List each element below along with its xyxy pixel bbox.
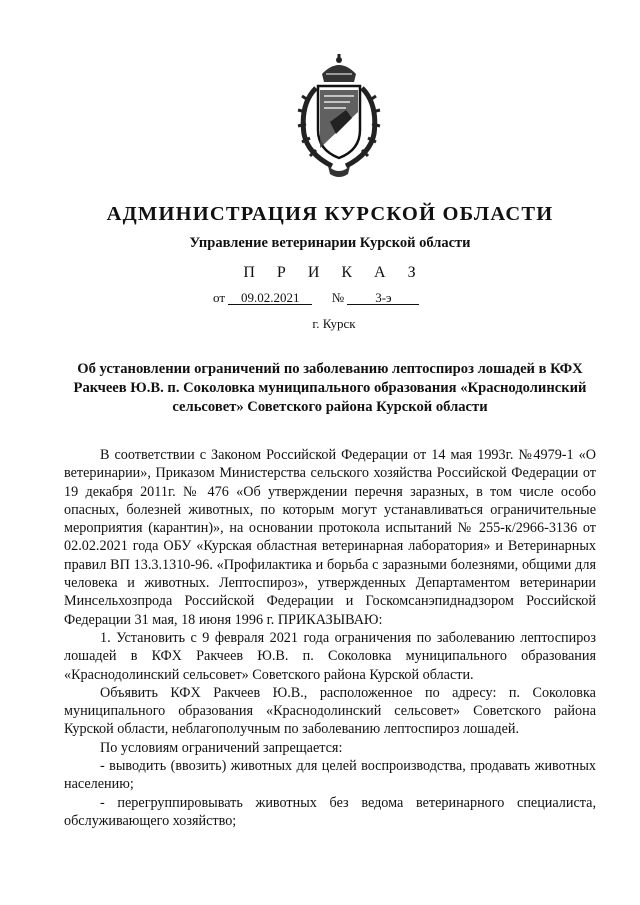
coat-of-arms-icon <box>294 52 384 182</box>
department-subtitle: Управление ветеринарии Курской области <box>189 235 471 251</box>
document-number: 3-э <box>347 291 419 305</box>
number-prefix: № <box>331 290 345 305</box>
date-prefix: от <box>213 290 226 305</box>
paragraph-restrictions-intro: По условиям ограничений запрещается: <box>100 739 343 756</box>
document-type: П Р И К А З <box>243 264 425 281</box>
document-date: 09.02.2021 <box>228 291 312 305</box>
city-label: г. Курск <box>312 316 356 331</box>
paragraph-restriction-1: - выводить (ввозить) животных для целей воспроизводства, продавать животных населению; <box>64 758 596 793</box>
order-title: Об установлении ограничений по заболеванию лептоспироз лошадей в КФХ Ракчеев Ю.В. п. Соколовка муниципального образования «Краснодолинский сельсовет» Советского района Курской области <box>73 361 587 415</box>
date-number-line <box>213 290 419 306</box>
paragraph-item-1: 1. Установить с 9 февраля 2021 года ограничения по заболеванию лептоспироз лошадей в КФХ Ракчеев Ю.В. п. Соколовка муниципального образования «Краснодолинский сельсовет» Советского района Курской области. <box>64 629 596 683</box>
paragraph-restriction-2: - перегруппировывать животных без ведома ветеринарного специалиста, обслуживающего хозяйство; <box>64 794 596 829</box>
paragraph-preamble: В соответствии с Законом Российской Федерации от 14 мая 1993г. №4979-1 «О ветеринарии», Приказом Министерства сельского хозяйства Российской Федерации от 19 декабря 2011г. № 476 «Об утверждении перечня заразных, в том числе особо опасных, болезней животных, по которым могут устанавливаться ограничительные мероприятия (карантин)», на основании протокола испытаний № 255-к/2966-3136 от 02.02.2021 года ОБУ «Курская областная ветеринарная лаборатория» и Ветеринарных правил ВП 13.3.1310-96. «Профилактика и борьба с заразными болезнями, общими для человека и животных. Лептоспироз», утвержденных Департаментом ветеринарии Минсельхозпрода Российской Федерации и Госкомсанэпиднадзором Российской Федерации 31 мая, 18 июня 1996 г. ПРИКАЗЫВАЮ: <box>64 447 596 628</box>
organization-title: АДМИНИСТРАЦИЯ КУРСКОЙ ОБЛАСТИ <box>106 203 554 225</box>
paragraph-declaration: Объявить КФХ Ракчеев Ю.В., расположенное по адресу: п. Соколовка муниципального образования «Краснодолинский сельсовет» Советского района Курской области, неблагополучным по заболеванию лептоспироз лошадей. <box>64 684 596 738</box>
order-body <box>64 446 596 830</box>
